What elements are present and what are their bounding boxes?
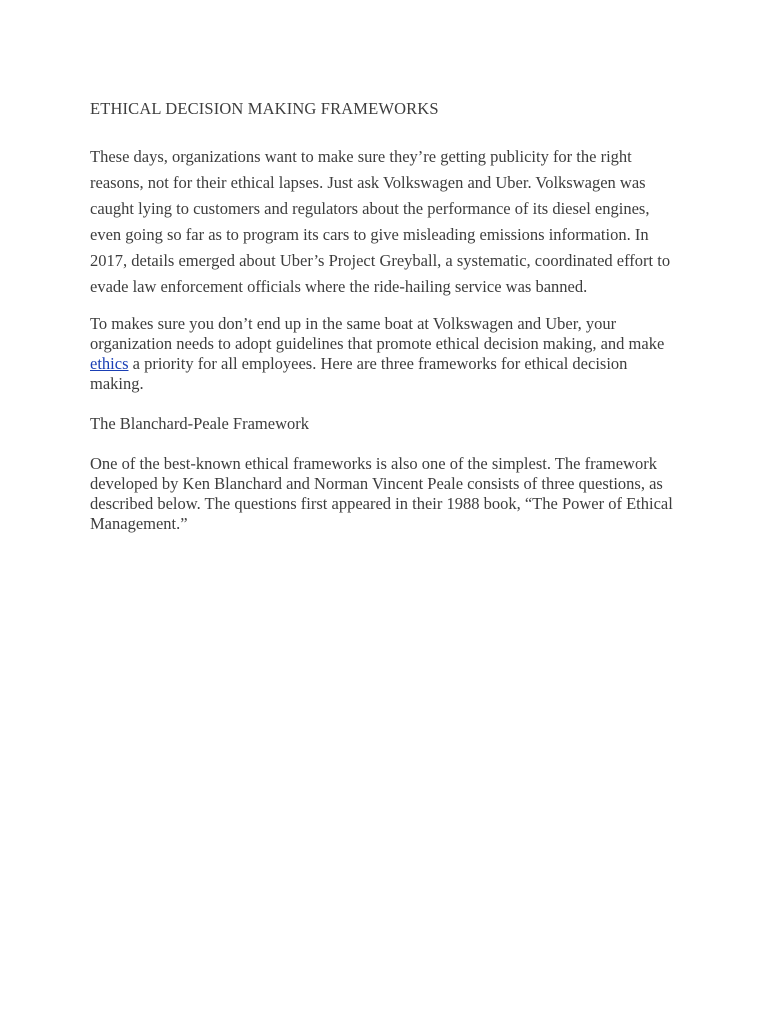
guidelines-text-after-link: a priority for all employees. Here are three frameworks for ethical decision making.	[90, 354, 628, 393]
document-page	[90, 98, 682, 554]
ethics-link[interactable]: ethics	[90, 354, 129, 373]
intro-paragraph: These days, organizations want to make sure they’re getting publicity for the right reasons, not for their ethical lapses. Just ask Volkswagen and Uber. Volkswagen was caught lying to customers and regulators about the performance of its diesel engines, even going so far as to program its cars to give misleading emissions information. In 2017, details emerged about Uber’s Project Greyball, a systematic, coordinated effort to evade law enforcement officials where the ride-hailing service was banned.	[90, 147, 671, 296]
guidelines-paragraph	[90, 314, 682, 394]
section-heading: The Blanchard-Peale Framework	[90, 414, 309, 433]
guidelines-text-before-link: To makes sure you don’t end up in the same boat at Volkswagen and Uber, your organization needs to adopt guidelines that promote ethical decision making, and make	[90, 314, 665, 353]
document-title: ETHICAL DECISION MAKING FRAMEWORKS	[90, 99, 439, 118]
framework-paragraph: One of the best-known ethical frameworks is also one of the simplest. The framework developed by Ken Blanchard and Norman Vincent Peale consists of three questions, as described below. The questions first appeared in their 1988 book, “The Power of Ethical Management.”	[90, 454, 673, 533]
